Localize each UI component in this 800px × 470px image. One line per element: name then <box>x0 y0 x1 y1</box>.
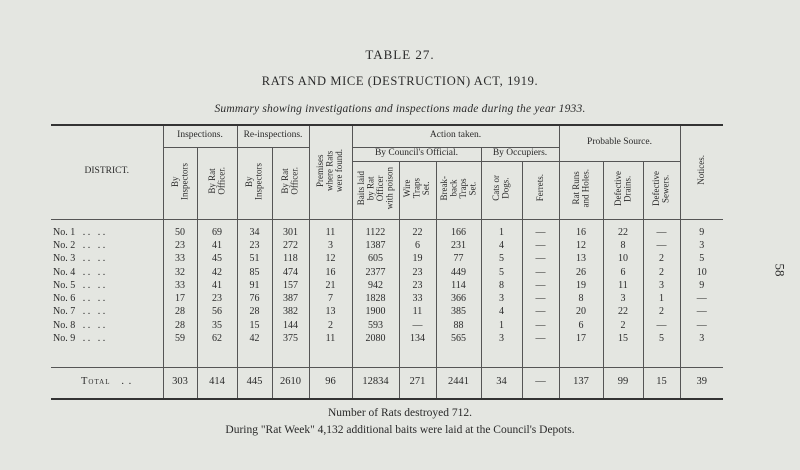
table-cell: 2441 <box>436 368 481 395</box>
table-cell: 231 <box>436 239 481 252</box>
table-cell: 449 <box>436 265 481 278</box>
table-cell: 6 <box>399 239 436 252</box>
header-baits-laid: Baits laid by Rat Officer with poison <box>352 161 399 219</box>
table-cell: 5 <box>481 265 522 278</box>
table-cell: — <box>399 319 436 332</box>
table-cell: 5 <box>643 332 680 345</box>
table-cell: 3 <box>643 279 680 292</box>
table-cell: 366 <box>436 292 481 305</box>
table-cell: 42 <box>237 332 272 345</box>
table-cell: 85 <box>237 265 272 278</box>
table-cell: 5 <box>481 252 522 265</box>
table-cell: 7 <box>309 292 352 305</box>
header-cats-dogs: Cats or Dogs. <box>481 161 522 219</box>
table-cell: 2377 <box>352 265 399 278</box>
table-cell: 23 <box>197 292 237 305</box>
table-cell: 375 <box>272 332 309 345</box>
header-district: DISTRICT. <box>51 125 163 219</box>
table-cell: — <box>522 279 559 292</box>
table-cell: 2 <box>643 265 680 278</box>
table-cell: 9 <box>680 226 723 239</box>
table-cell: 13 <box>309 305 352 318</box>
district-cell: No. 7 . . . . <box>51 305 163 318</box>
table-cell: 3 <box>481 292 522 305</box>
table-cell: 387 <box>272 292 309 305</box>
table-cell: 35 <box>197 319 237 332</box>
table-subtitle: Summary showing investigations and inspections made during the year 1933. <box>214 103 586 115</box>
table-cell: 19 <box>559 279 603 292</box>
header-ferrets: Ferrets. <box>522 161 559 219</box>
table-cell: 62 <box>197 332 237 345</box>
table-cell: 1387 <box>352 239 399 252</box>
table-cell: 99 <box>603 368 643 395</box>
table-cell: — <box>680 305 723 318</box>
table-cell: 69 <box>197 226 237 239</box>
header-insp-by-inspectors: By Inspectors <box>163 147 197 219</box>
table-cell: 15 <box>603 332 643 345</box>
table-cell: 33 <box>163 252 197 265</box>
table-cell: 137 <box>559 368 603 395</box>
table-cell: 382 <box>272 305 309 318</box>
table-cell: 1828 <box>352 292 399 305</box>
table-cell: 157 <box>272 279 309 292</box>
table-cell: 1900 <box>352 305 399 318</box>
table-cell: 385 <box>436 305 481 318</box>
district-cell: No. 1 . . . . <box>51 226 163 239</box>
table-cell: — <box>522 305 559 318</box>
page-number: 58 <box>772 263 788 277</box>
table-cell: 114 <box>436 279 481 292</box>
table-cell: 33 <box>163 279 197 292</box>
table-cell: 2 <box>643 305 680 318</box>
table-cell: 13 <box>559 252 603 265</box>
table-cell: 23 <box>237 239 272 252</box>
header-break-back-traps: Break- back Traps Set. <box>436 161 481 219</box>
table-cell: 16 <box>309 265 352 278</box>
table-cell: 605 <box>352 252 399 265</box>
table-cell: 144 <box>272 319 309 332</box>
table-cell: 11 <box>309 332 352 345</box>
table-cell: 3 <box>481 332 522 345</box>
header-rat-runs: Rat Runs and Holes. <box>559 161 603 219</box>
table-cell: 23 <box>163 239 197 252</box>
header-action-taken: Action taken. <box>352 125 559 147</box>
table-cell: 28 <box>163 305 197 318</box>
table-cell: 8 <box>481 279 522 292</box>
header-probable-source: Probable Source. <box>559 125 680 161</box>
table-cell: 1122 <box>352 226 399 239</box>
district-cell: No. 5 . . . . <box>51 279 163 292</box>
table-cell: 16 <box>559 226 603 239</box>
table-cell: 271 <box>399 368 436 395</box>
table-cell: 1 <box>481 319 522 332</box>
total-row <box>51 368 723 395</box>
table-cell: 23 <box>399 265 436 278</box>
header-premises: Premises where Rats were found. <box>309 125 352 219</box>
table-cell: 19 <box>399 252 436 265</box>
table-cell: 3 <box>680 239 723 252</box>
table-cell: 41 <box>197 239 237 252</box>
table-cell: 15 <box>237 319 272 332</box>
table-cell: 28 <box>237 305 272 318</box>
table-cell: — <box>680 292 723 305</box>
table-cell: 565 <box>436 332 481 345</box>
table-cell: 6 <box>559 319 603 332</box>
table-cell: 88 <box>436 319 481 332</box>
table-cell: — <box>643 226 680 239</box>
header-by-occupiers: By Occupiers. <box>481 147 559 161</box>
table-cell: 474 <box>272 265 309 278</box>
table-cell: — <box>522 319 559 332</box>
district-cell: No. 9 . . . . <box>51 332 163 345</box>
table-cell: 10 <box>603 252 643 265</box>
table-cell: 166 <box>436 226 481 239</box>
table-cell: 34 <box>237 226 272 239</box>
table-cell: 1 <box>643 292 680 305</box>
table-cell: 4 <box>481 239 522 252</box>
table-row <box>51 226 723 239</box>
table-title: RATS AND MICE (DESTRUCTION) ACT, 1919. <box>261 74 539 88</box>
table-cell: 118 <box>272 252 309 265</box>
header-reinsp-by-inspectors: By Inspectors <box>237 147 272 219</box>
table-cell: 11 <box>603 279 643 292</box>
rats-table <box>51 124 723 400</box>
table-cell: 23 <box>399 279 436 292</box>
header-defective-drains: Defective Drains. <box>603 161 643 219</box>
table-cell: — <box>522 265 559 278</box>
table-cell: 91 <box>237 279 272 292</box>
table-number: TABLE 27. <box>365 47 435 62</box>
table-cell: — <box>522 252 559 265</box>
header-reinspections: Re-inspections. <box>237 125 309 147</box>
table-row <box>51 319 723 332</box>
district-cell: No. 4 . . . . <box>51 265 163 278</box>
table-cell: 32 <box>163 265 197 278</box>
header-insp-by-rat-officer: By Rat Officer. <box>197 147 237 219</box>
header-defective-sewers: Defective Sewers. <box>643 161 680 219</box>
table-cell: 22 <box>399 226 436 239</box>
header-reinsp-by-rat-officer: By Rat Officer. <box>272 147 309 219</box>
header-by-council: By Council's Official. <box>352 147 481 161</box>
table-cell: — <box>643 319 680 332</box>
table-cell: 301 <box>272 226 309 239</box>
table-cell: 12834 <box>352 368 399 395</box>
district-cell: No. 6 . . . . <box>51 292 163 305</box>
header-wire-traps: Wire Traps Set. <box>399 161 436 219</box>
footer-rats-destroyed: Number of Rats destroyed 712. <box>327 407 473 419</box>
table-cell: — <box>522 239 559 252</box>
table-row <box>51 279 723 292</box>
table-row <box>51 239 723 252</box>
table-cell: 2080 <box>352 332 399 345</box>
table-body <box>51 219 723 399</box>
table-cell: 15 <box>643 368 680 395</box>
table-cell: 41 <box>197 279 237 292</box>
table-cell: 22 <box>603 305 643 318</box>
district-cell: No. 3 . . . . <box>51 252 163 265</box>
district-cell: No. 2 . . . . <box>51 239 163 252</box>
table-cell: 4 <box>481 305 522 318</box>
table-cell: 34 <box>481 368 522 395</box>
table-cell: 12 <box>559 239 603 252</box>
table-cell: 5 <box>680 252 723 265</box>
table-cell: 9 <box>680 279 723 292</box>
table-cell: 3 <box>309 239 352 252</box>
header-inspections: Inspections. <box>163 125 237 147</box>
table-cell: 303 <box>163 368 197 395</box>
table-cell: 2 <box>643 252 680 265</box>
table-cell: — <box>522 292 559 305</box>
table-cell: 3 <box>603 292 643 305</box>
table-cell: 77 <box>436 252 481 265</box>
table-cell: 51 <box>237 252 272 265</box>
table-cell: 414 <box>197 368 237 395</box>
table-cell: — <box>643 239 680 252</box>
table-cell: 8 <box>559 292 603 305</box>
table-cell: — <box>522 226 559 239</box>
table-cell: 2 <box>309 319 352 332</box>
table-cell: 2 <box>603 319 643 332</box>
table-cell: — <box>522 332 559 345</box>
table-cell: 11 <box>399 305 436 318</box>
table-row <box>51 252 723 265</box>
table-cell: 134 <box>399 332 436 345</box>
table-cell: 50 <box>163 226 197 239</box>
table-cell: 59 <box>163 332 197 345</box>
table-cell: 20 <box>559 305 603 318</box>
table-cell: 2610 <box>272 368 309 395</box>
table-row <box>51 265 723 278</box>
table-cell: 76 <box>237 292 272 305</box>
table-cell: 593 <box>352 319 399 332</box>
table-cell: 6 <box>603 265 643 278</box>
table-cell: — <box>522 368 559 395</box>
table-cell: 96 <box>309 368 352 395</box>
table-cell: 8 <box>603 239 643 252</box>
table-row <box>51 292 723 305</box>
footer-rat-week: During "Rat Week" 4,132 additional baits were laid at the Council's Depots. <box>225 424 575 436</box>
table-cell: 272 <box>272 239 309 252</box>
table-cell: 3 <box>680 332 723 345</box>
table-cell: 26 <box>559 265 603 278</box>
table-cell: 22 <box>603 226 643 239</box>
district-cell: Total . . <box>51 368 163 395</box>
table-cell: 17 <box>163 292 197 305</box>
table-cell: 17 <box>559 332 603 345</box>
table-cell: 11 <box>309 226 352 239</box>
table-cell: 56 <box>197 305 237 318</box>
header-notices: Notices. <box>680 125 723 219</box>
table-cell: 1 <box>481 226 522 239</box>
table-cell: — <box>680 319 723 332</box>
table-row <box>51 332 723 345</box>
table-cell: 42 <box>197 265 237 278</box>
table-cell: 10 <box>680 265 723 278</box>
table-cell: 39 <box>680 368 723 395</box>
table-cell: 45 <box>197 252 237 265</box>
district-cell: No. 8 . . . . <box>51 319 163 332</box>
table-cell: 445 <box>237 368 272 395</box>
table-cell: 28 <box>163 319 197 332</box>
table-cell: 21 <box>309 279 352 292</box>
table-cell: 12 <box>309 252 352 265</box>
table-cell: 33 <box>399 292 436 305</box>
table-cell: 942 <box>352 279 399 292</box>
table-row <box>51 305 723 318</box>
